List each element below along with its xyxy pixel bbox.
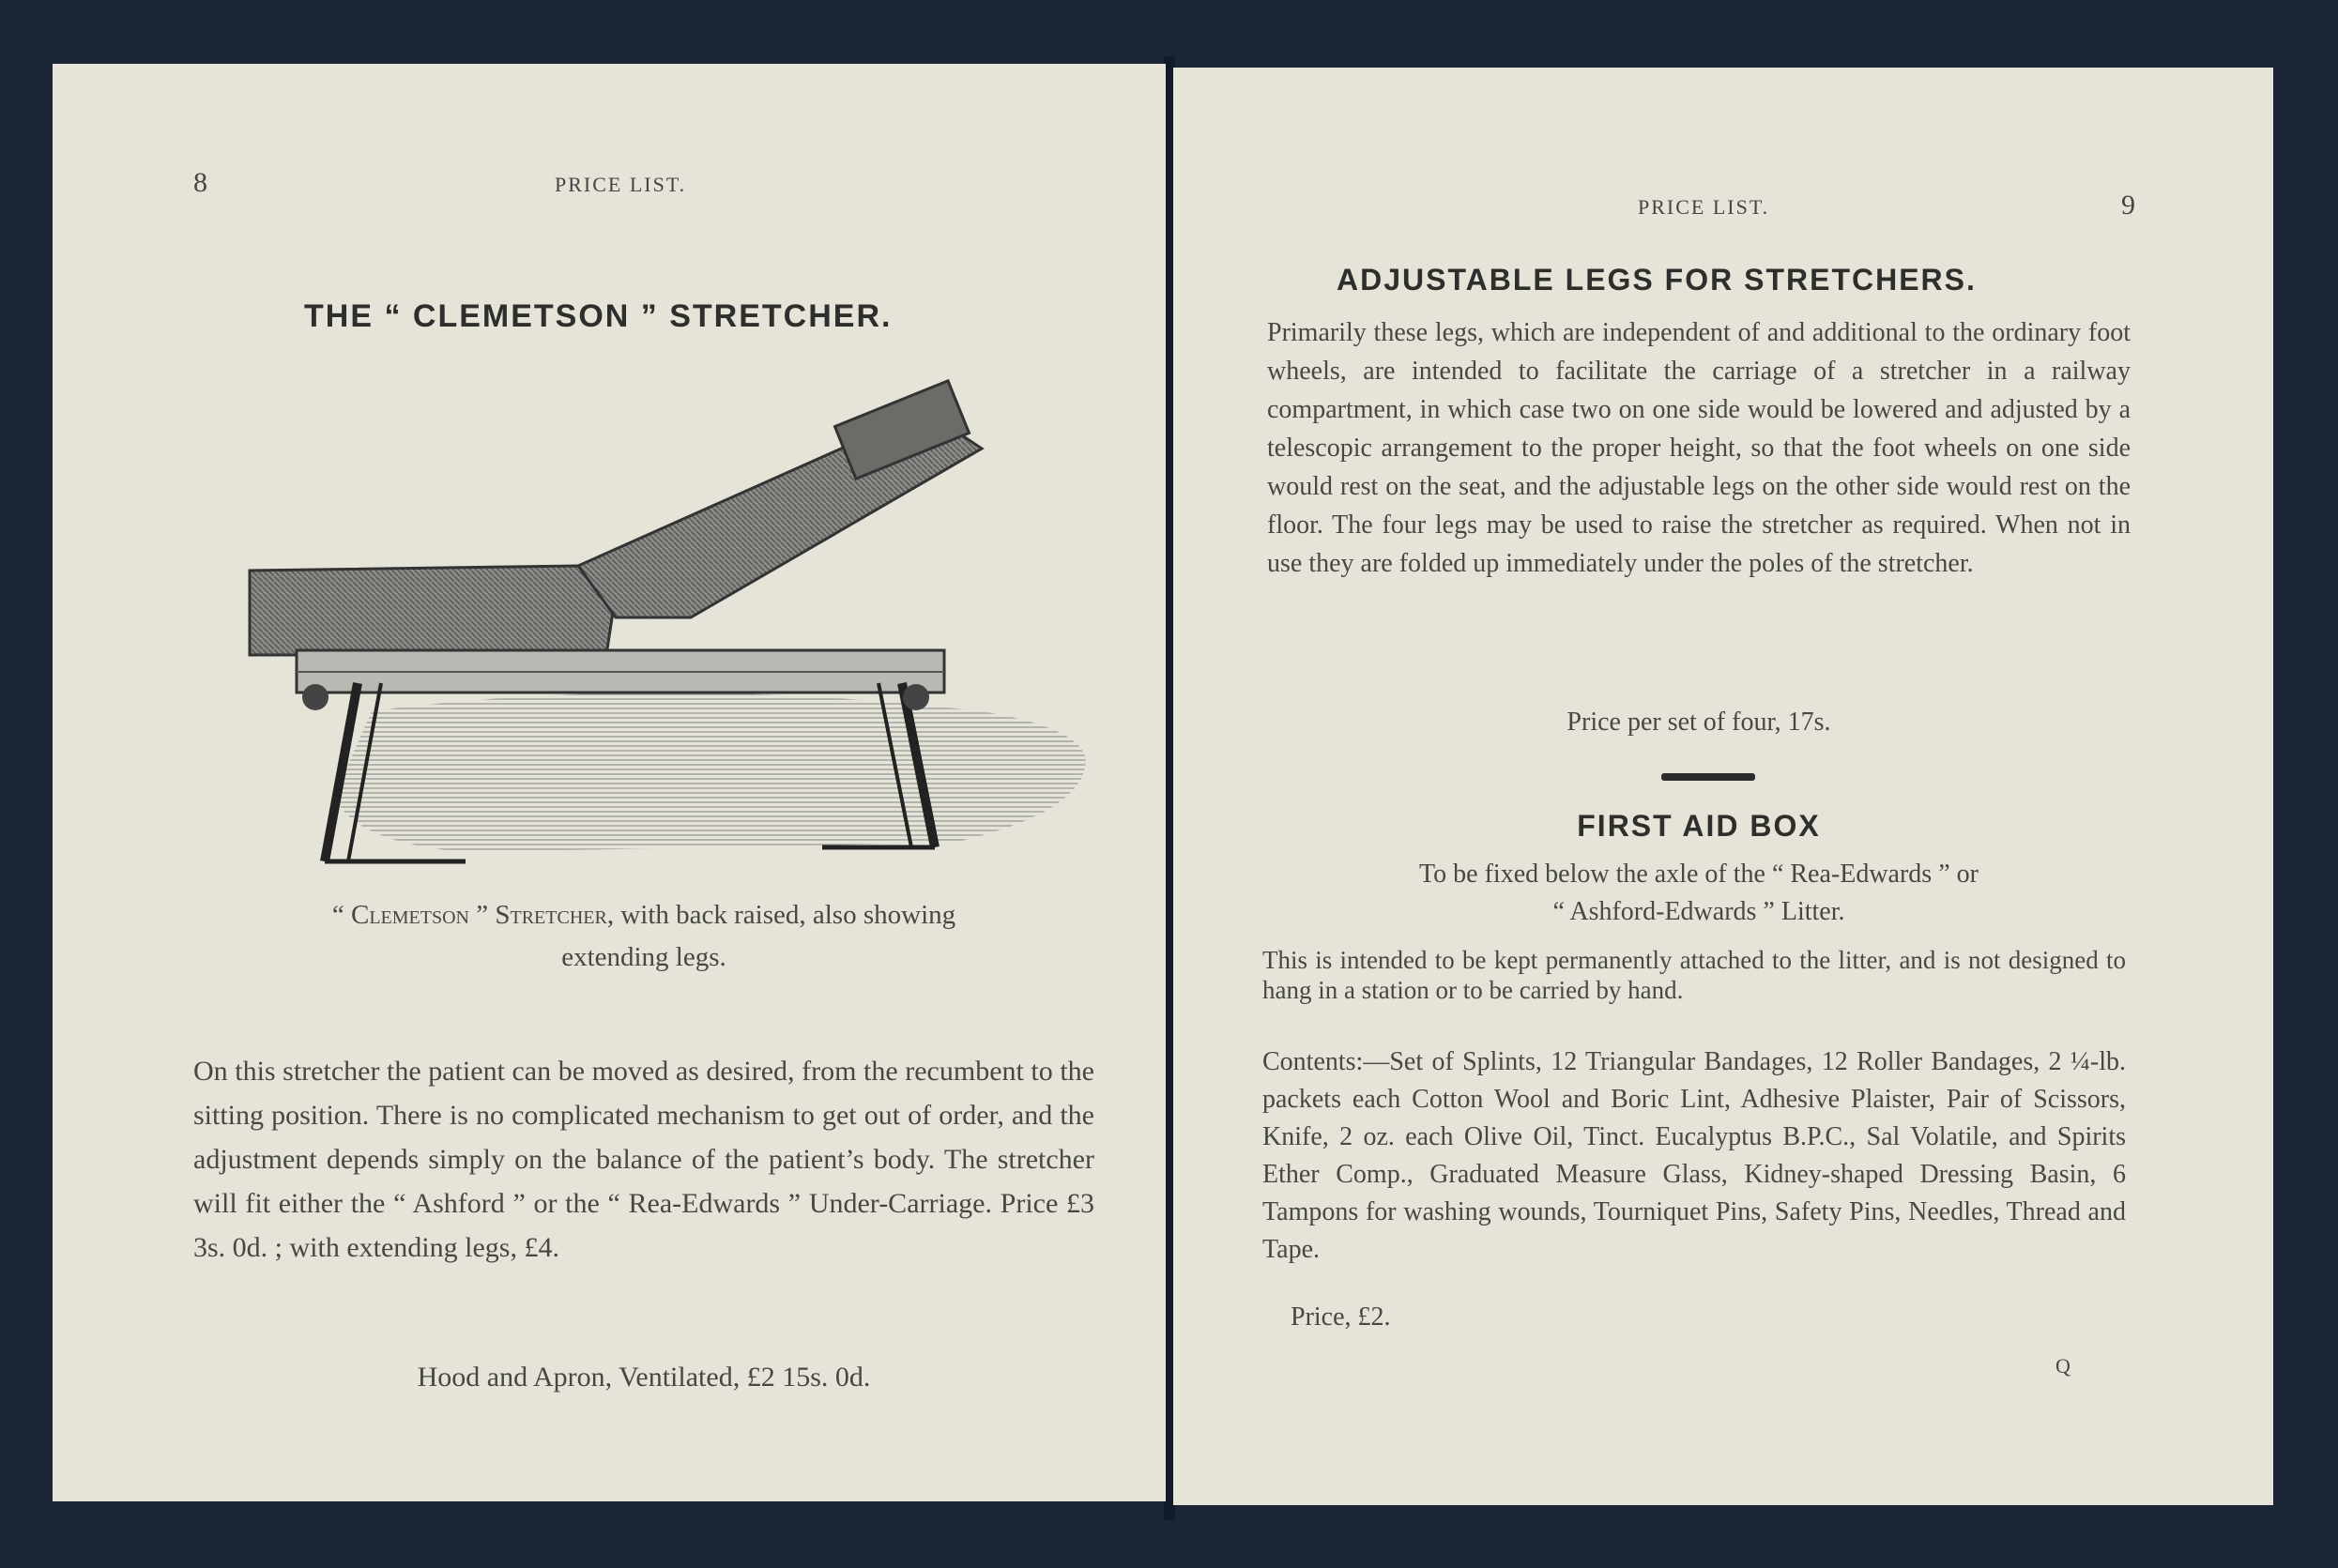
running-head: PRICE LIST. [555, 173, 687, 196]
left-page [53, 64, 1166, 1501]
box-intro: This is intended to be kept permanently attached to the litter, and is not designed to hang in a station or to be carried by hand. [1262, 946, 2126, 1004]
printer-signature: Q [2055, 1354, 2071, 1378]
hood-apron-price: Hood and Apron, Ventilated, £2 15s. 0d. [417, 1362, 871, 1393]
caption-name: “ Clemetson ” Stretcher, [331, 900, 615, 930]
figure-caption [193, 894, 1094, 936]
box-subtitle-line1: To be fixed below the axle of the “ Rea-Edwards ” or [1419, 860, 1979, 889]
box-contents: Contents:—Set of Splints, 12 Triangular Bandages, 12 Roller Bandages, 2 ¼-lb. packets each Cotton Wool and Boric Lint, Adhesive Plaister, Pair of Scissors, Knife, 2 oz. each Olive Oil, Tinct. Eucalyptus B.P.C., Sal Volatile, and Spirits Ether Comp., Graduated Measure Glass, Kidney-shaped Dressing Basin, 6 Tampons for washing wounds, Tourniquet Pins, Safety Pins, Needles, Thread and Tape. [1262, 1047, 2126, 1264]
figure-caption-line2: extending legs. [561, 942, 726, 972]
caption-text: with back raised, also showing [620, 900, 956, 930]
legs-price: Price per set of four, 17s. [1566, 708, 1831, 737]
box-subtitle-line2: “ Ashford-Edwards ” Litter. [1552, 897, 1845, 926]
section-divider [1661, 773, 1755, 781]
right-page [1173, 68, 2273, 1505]
legs-description: Primarily these legs, which are independent of and additional to the ordinary foot wheels, are intended to facilitate the carriage of a stretcher in a railway compartment, in which case two on one side would be lowered and adjusted by a telescopic arrangement to the proper height, so that the foot wheels on one side would rest on the seat, and the adjustable legs on the other side would rest on the floor. The four legs may be used to raise the stretcher as required. When not in use they are folded up immediately under the poles of the stretcher. [1267, 318, 2131, 578]
running-head: PRICE LIST. [1638, 195, 1770, 219]
page-number: 9 [2121, 190, 2135, 221]
box-price: Price, £2. [1291, 1302, 1391, 1332]
stretcher-illustration [184, 373, 1113, 880]
stretcher-description: On this stretcher the patient can be moved as desired, from the recumbent to the sitting position. There is no complicated mechanism to get out of order, and the adjustment depends simply on the balance of the patient’s body. The stretcher will fit either the “ Ashford ” or the “ Rea-Edwards ” Under-Carriage. Price £3 3s. 0d. ; with extending legs, £4. [193, 1056, 1094, 1263]
section-title-legs: ADJUSTABLE LEGS FOR STRETCHERS. [1337, 263, 1977, 297]
page-title: THE “ CLEMETSON ” STRETCHER. [304, 298, 893, 334]
section-title-box: FIRST AID BOX [1577, 809, 1821, 843]
page-number: 8 [193, 167, 207, 198]
